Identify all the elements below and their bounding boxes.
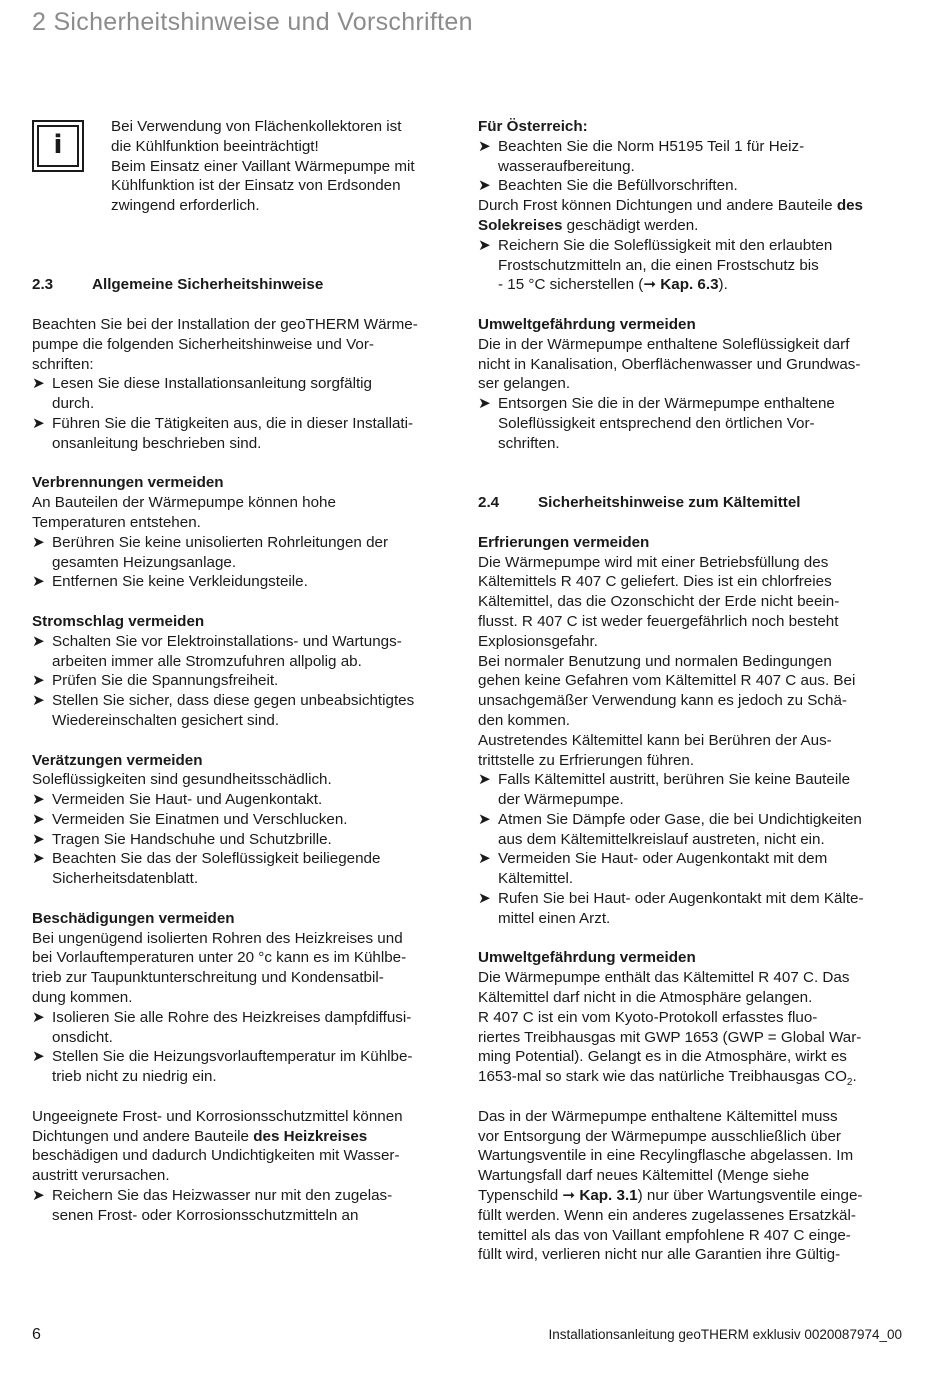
- footer-document-info: Installationsanleitung geoTHERM exklusiv 0020087974_00: [548, 1327, 902, 1342]
- arrow-bullet-icon: ➤: [32, 672, 45, 690]
- info-note: [32, 117, 462, 216]
- bullet-item: ➤ Reichern Sie die Soleflüssigkeit mit den erlaubten Frostschutzmitteln an, die einen Frostschutz bis - 15 °C sicherstellen (➞ Kap. 6.3).: [478, 236, 833, 294]
- bullet-item: ➤ Beachten Sie die Befüllvorschriften.: [478, 177, 738, 195]
- arrow-bullet-icon: ➤: [32, 632, 45, 650]
- arrow-bullet-icon: ➤: [32, 830, 45, 848]
- bullet-item: ➤ Tragen Sie Handschuhe und Schutzbrille.: [32, 830, 332, 848]
- chapter-title: 2 Sicherheitshinweise und Vorschriften: [32, 8, 473, 36]
- left-column: i Bei Verwendung von Flächenkollektoren ist die Kühlfunktion beeinträchtigt! Beim Einsatz einer Vaillant Wärmepumpe mit Kühlfunktion ist der Einsatz von Erdsonden zwingend erforderlich. 2.3 Allgemeine Sicherheitshinweise Beachten Sie bei der Installation der geoTHERM Wärme- pumpe die folgenden Sicherheitshinweise und Vor- schriften: ➤ Lesen Sie diese Installationsanleitung sorgfältig durch. ➤ Führen Sie die Tätigkeiten aus, die in dieser Installati- onsanleitung beschrieben sind. Verbrennungen vermeiden An Bauteilen der Wärmepumpe können hohe Temperaturen entstehen. ➤ Berühren Sie keine unisolierten Rohrleitungen der gesamten Heizungsanlage. ➤ Entfernen Sie keine Verkleidungsteile. Stromschlag vermeiden ➤ Schalten Sie vor Elektroinstallations- und Wartungs- arbeiten immer alle Stromzufuhren allpolig ab. ➤ Prüfen Sie die Spannungsfreiheit. ➤ Stellen Sie sicher, dass diese gegen unbeabsichtigtes Wiedereinschalten gesichert sind. Verätzungen vermeiden Soleflüssigkeiten sind gesundheitsschädlich. ➤ Vermeiden Sie Haut- und Augenkontakt. ➤ Vermeiden Sie Einatmen und Verschlucken. ➤ Tragen Sie Handschuhe und Schutzbrille. ➤ Beachten Sie das der Soleflüssigkeit beiliegende Sicherheitsdatenblatt. Beschädigungen vermeiden Bei ungenügend isolierten Rohren des Heizkreises und bei Vorlauftemperaturen unter 20 °c kann es im Kühlbe- trieb zur Taupunktunterschreitung und Kondensatbil- dung kommen. ➤ Isolieren Sie alle Rohre des Heizkreises dampfdiffusi- onsdicht. ➤ Stellen Sie die Heizungsvorlauftemperatur im Kühlbe- trieb nicht zu niedrig ein. Ungeeignete Frost- und Korrosionsschutzmittel können Dichtungen und andere Bauteile des Heizkreises beschädigen und dadurch Undichtigkeiten mit Wasser- austritt verursachen. ➤ Reichern Sie das Heizwasser nur mit den zugelas- senen Frost- oder Korrosionsschutzmitteln an: [32, 117, 462, 1226]
- bullet-item: ➤ Rufen Sie bei Haut- oder Augenkontakt mit dem Kälte- mittel einen Arzt.: [478, 890, 864, 927]
- bullet-item: ➤ Entsorgen Sie die in der Wärmepumpe enthaltene Soleflüssigkeit entsprechend den örtlichen Vor- schriften.: [478, 395, 835, 452]
- subheading-freeze: Erfrierungen vermeiden: [478, 533, 650, 551]
- frost-paragraph: Ungeeignete Frost- und Korrosionsschutzmittel können: [32, 1107, 403, 1125]
- arrow-bullet-icon: ➤: [32, 573, 45, 591]
- arrow-bullet-icon: ➤: [32, 533, 45, 551]
- subheading-environment: Umweltgefährdung vermeiden: [478, 315, 696, 333]
- info-note-text: Bei Verwendung von Flächenkollektoren ist die Kühlfunktion beeinträchtigt! Beim Einsatz einer Vaillant Wärmepumpe mit Kühlfunktion ist der Einsatz von Erdsonden zwingend erforderlich.: [111, 118, 415, 215]
- bullet-item: ➤ Atmen Sie Dämpfe oder Gase, die bei Undichtigkeiten aus dem Kältemittelkreislauf austreten, nicht ein.: [478, 810, 862, 848]
- arrow-bullet-icon: ➤: [32, 850, 45, 868]
- subheading-shock: Stromschlag vermeiden: [32, 612, 205, 630]
- bullet-item: ➤ Beachten Sie das der Soleflüssigkeit beiliegende Sicherheitsdatenblatt.: [32, 850, 381, 888]
- bullet-item: ➤ Schalten Sie vor Elektroinstallations- und Wartungs- arbeiten immer alle Stromzufuhren allpolig ab.: [32, 632, 402, 670]
- arrow-bullet-icon: ➤: [478, 177, 491, 195]
- bullet-item: ➤ Entfernen Sie keine Verkleidungsteile.: [32, 573, 308, 591]
- subheading-burn: Verbrennungen vermeiden: [32, 474, 224, 492]
- arrow-bullet-icon: ➤: [32, 1048, 45, 1066]
- disposal-paragraph: Das in der Wärmepumpe enthaltene Kältemittel muss: [478, 1107, 838, 1125]
- page-number: 6: [32, 1326, 41, 1343]
- subheading-environment-2: Umweltgefährdung vermeiden: [478, 949, 696, 967]
- bullet-item: ➤ Lesen Sie diese Installationsanleitung sorgfältig durch.: [32, 375, 372, 413]
- arrow-bullet-icon: ➤: [478, 137, 491, 155]
- bullet-item: ➤ Vermeiden Sie Haut- oder Augenkontakt mit dem Kältemittel.: [478, 850, 828, 888]
- subheading-damage: Beschädigungen vermeiden: [32, 909, 235, 927]
- arrow-bullet-icon: ➤: [478, 810, 491, 828]
- arrow-bullet-icon: ➤: [478, 850, 491, 868]
- arrow-bullet-icon: ➤: [32, 375, 45, 393]
- chapter-reference-link[interactable]: ➞ Kap. 3.1: [562, 1187, 638, 1205]
- bullet-item: ➤ Beachten Sie die Norm H5195 Teil 1 für Heiz- wasseraufbereitung.: [478, 137, 805, 175]
- bullet-item: ➤ Isolieren Sie alle Rohre des Heizkreises dampfdiffusi- onsdicht.: [32, 1008, 412, 1046]
- arrow-bullet-icon: ➤: [478, 771, 491, 789]
- bullet-item: ➤ Stellen Sie die Heizungsvorlauftemperatur im Kühlbe- trieb nicht zu niedrig ein.: [32, 1048, 413, 1086]
- bullet-item: ➤ Reichern Sie das Heizwasser nur mit den zugelas- senen Frost- oder Korrosionsschutzmitteln an: [32, 1187, 393, 1224]
- arrow-bullet-icon: ➤: [478, 890, 491, 908]
- arrow-bullet-icon: ➤: [32, 414, 45, 432]
- bullet-item: ➤ Prüfen Sie die Spannungsfreiheit.: [32, 672, 279, 690]
- intro-text: Beachten Sie bei der Installation der geoTHERM Wärme-: [32, 315, 418, 333]
- arrow-bullet-icon: ➤: [32, 791, 45, 809]
- arrow-bullet-icon: ➤: [478, 395, 491, 413]
- subheading-austria: Für Österreich:: [478, 118, 588, 135]
- bullet-item: ➤ Stellen Sie sicher, dass diese gegen unbeabsichtigtes Wiedereinschalten gesichert sind.: [32, 692, 415, 729]
- arrow-bullet-icon: ➤: [32, 1008, 45, 1026]
- arrow-bullet-icon: ➤: [32, 1187, 45, 1205]
- chapter-reference-link[interactable]: ➞ Kap. 6.3: [643, 276, 719, 294]
- right-column: Für Österreich: ➤ Beachten Sie die Norm H5195 Teil 1 für Heiz- wasseraufbereitung. ➤ Beachten Sie die Befüllvorschriften. Durch Frost können Dichtungen und andere Bauteile des Solekreises geschädigt werden. ➤ Reichern Sie die Soleflüssigkeit mit den erlaubten Frostschutzmitteln an, die einen Frostschutz bis - 15 °C sicherstellen (➞ Kap. 6.3). Umweltgefährdung vermeiden Die in der Wärmepumpe enthaltene Soleflüssigkeit darf nicht in Kanalisation, Oberflächenwasser und Grundwas- ser gelangen. ➤ Entsorgen Sie die in der Wärmepumpe enthaltene Soleflüssigkeit entsprechend den örtlichen Vor- schriften. 2.4 Sicherheitshinweise zum Kältemittel Erfrierungen vermeiden Die Wärmepumpe wird mit einer Betriebsfüllung des Kältemittels R 407 C geliefert. Dies ist ein chlorfreies Kältemittel, das die Ozonschicht der Erde nicht beein- flusst. R 407 C ist weder feuergefährlich noch besteht Explosionsgefahr. Bei normaler Benutzung und normalen Bedingungen gehen keine Gefahren vom Kältemittel R 407 C aus. Bei unsachgemäßer Verwendung kann es jedoch zu Schä- den kommen. Austretendes Kältemittel kann bei Berühren der Aus- trittstelle zu Erfrierungen führen. ➤ Falls Kältemittel austritt, berühren Sie keine Bauteile der Wärmepumpe. ➤ Atmen Sie Dämpfe oder Gase, die bei Undichtigkeiten aus dem Kältemittelkreislauf austreten, nicht ein. ➤ Vermeiden Sie Haut- oder Augenkontakt mit dem Kältemittel. ➤ Rufen Sie bei Haut- oder Augenkontakt mit dem Kälte- mittel einen Arzt. Umweltgefährdung vermeiden Die Wärmepumpe enthält das Kältemittel R 407 C. Das Kältemittel darf nicht in die Atmosphäre gelangen. R 407 C ist ein vom Kyoto-Protokoll erfasstes fluo- riertes Treibhausgas mit GWP 1653 (GWP = Global War- ming Potential). Gelangt es in die Atmosphäre, wirkt es 1653-mal so stark wie das natürliche Treibhausgas $CO_2$. Das in der Wärmepumpe enthaltene Kältemittel muss vor Entsorgung der Wärmepumpe ausschließlich über Wartungsventile in eine Recylingflasche abgelassen. Im Wartungsfall darf neues Kältemittel (Menge siehe Typenschild ➞ Kap. 3.1) nur über Wartungsventile einge- füllt werden. Wenn ein anderes zugelassenes Ersatzkäl- temittel als das von Vaillant empfohlene R 407 C einge- füllt wird, verlieren nicht nur alle Garantien ihre Gültig-: [478, 117, 910, 1265]
- bullet-item: ➤ Führen Sie die Tätigkeiten aus, die in dieser Installati- onsanleitung beschrieben sind.: [32, 414, 414, 452]
- section-heading-2-3: 2.3 Allgemeine Sicherheitshinweise: [32, 276, 324, 294]
- subheading-acid: Verätzungen vermeiden: [32, 751, 203, 769]
- bullet-item: ➤ Berühren Sie keine unisolierten Rohrleitungen der gesamten Heizungsanlage.: [32, 533, 389, 571]
- arrow-bullet-icon: ➤: [32, 692, 45, 710]
- bullet-item: ➤ Falls Kältemittel austritt, berühren Sie keine Bauteile der Wärmepumpe.: [478, 771, 851, 809]
- bullet-item: ➤ Vermeiden Sie Einatmen und Verschlucken.: [32, 810, 348, 828]
- arrow-bullet-icon: ➤: [32, 810, 45, 828]
- section-heading-2-4: 2.4 Sicherheitshinweise zum Kältemittel: [478, 494, 801, 512]
- arrow-bullet-icon: ➤: [478, 236, 491, 254]
- info-icon: i: [32, 120, 84, 172]
- bullet-item: ➤ Vermeiden Sie Haut- und Augenkontakt.: [32, 791, 323, 809]
